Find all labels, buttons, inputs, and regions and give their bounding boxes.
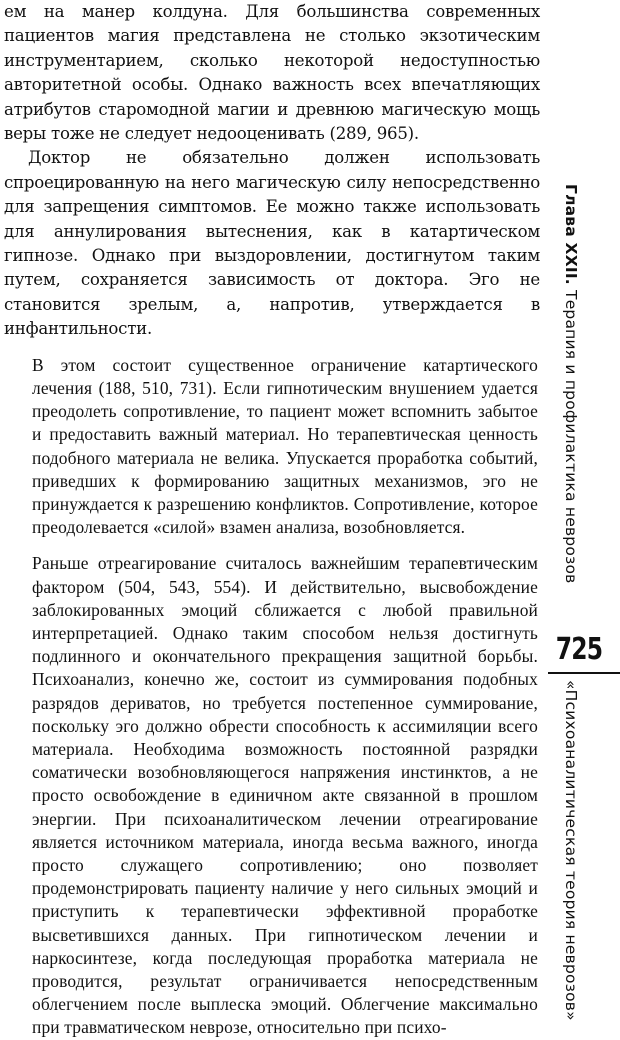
page-number: 725 [555, 632, 603, 667]
spacer [4, 539, 540, 552]
paragraph-1: ем на манер колдуна. Для большинства современных пациентов магия представлена не столько экзотическим инструментарием, сколько некоторой недоступностью авторитетной особы. Однако важность всех впечатляющих атрибутов старомодной магии и древнюю магическую мощь веры тоже не следует недооценивать (289, 965). [4, 2, 540, 144]
body-text [4, 0, 540, 1040]
chapter-label: Глава XXII. [562, 184, 580, 285]
running-head-book: «Психоаналитическая теория неврозов» [562, 680, 580, 1021]
paragraph-3: В этом состоит существенное ограничение катартического лечения (188, 510, 731). Если гипнотическим внушением удается преодолеть сопротивление, то пациент может вспомнить забытое и предоставить важный материал. Но терапевтическая ценность подобного материала не велика. Упускается проработка событий, приведших к формированию защитных механизмов, эго не принуждается к разрешению конфликтов. Сопротивление, которое преодолевается «силой» взамен анализа, возобновляется. [32, 354, 538, 538]
paragraph-4: Раньше отреагирование считалось важнейшим терапевтическим фактором (504, 543, 554). И действительно, высвобождение заблокированных эмоций сближается с любой правильной интерпретацией. Однако таким способом нельзя достигнуть подлинного и окончательного прекращения защитной борьбы. Психоанализ, конечно же, состоит из суммирования подобных разрядов дериватов, но требуется постепенное суммирование, поскольку эго должно обрести способность к ассимиляции всего материала. Необходима возможность постоянной разрядки соматически возобновляющегося напряжения инстинктов, а не просто освобождение в единичном акте связанной в прошлом энергии. При психоаналитическом лечении отреагирование является источником материала, иногда весьма важного, иногда просто служащего сопротивлению; оно позволяет продемонстрировать пациенту наличие у него сильных эмоций и приступить к терапевтически эффективной проработке высветившихся данных. При гипнотическом лечении и наркосинтезе, когда последующая проработка материала не проводится, результат ограничивается непосредственным облегчением после выплеска эмоций. Облегчение максимально при травматическом неврозе, относительно при психо- [32, 553, 538, 1038]
paragraph-2: Доктор не обязательно должен использовать спроецированную на него магическую силу непосредственно для запрещения симптомов. Ее можно также использовать для аннулирования вытеснения, как в катартическом гипнозе. Однако при выздоровлении, достигнутом таким путем, сохраняется зависимость от доктора. Эго не становится зрелым, а, напротив, утверждается в инфантильности. [4, 148, 540, 339]
running-head-chapter [562, 184, 580, 583]
chapter-title: Терапия и профилактика неврозов [562, 290, 580, 584]
page-number-rule [548, 672, 620, 674]
spacer [4, 342, 540, 354]
